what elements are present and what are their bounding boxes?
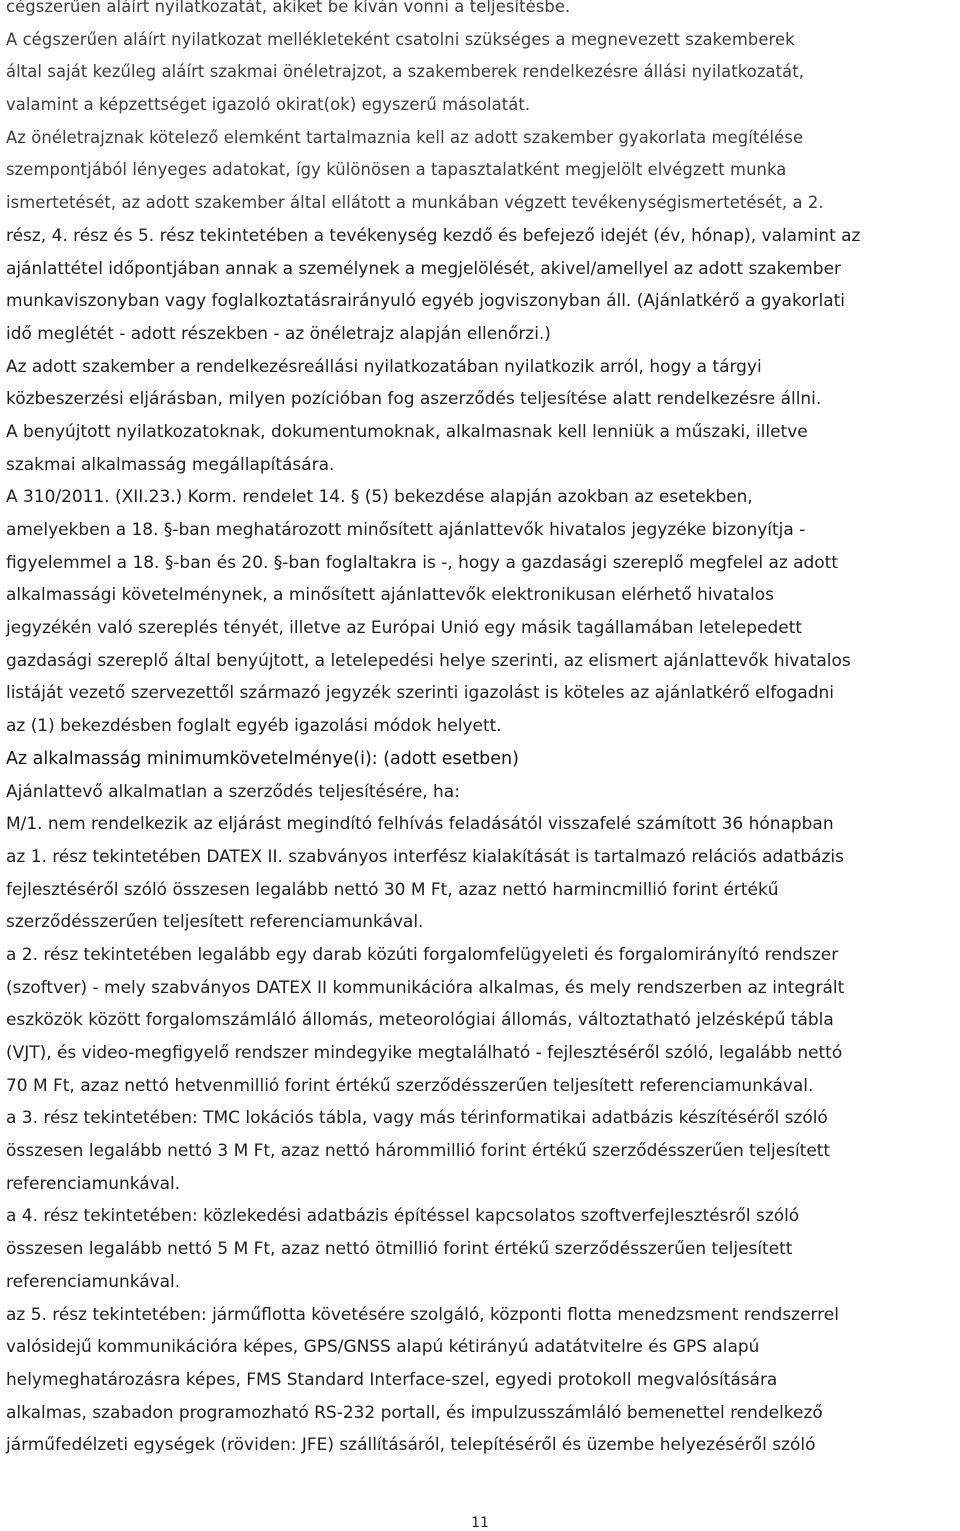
text-line: által saját kezűleg aláírt szakmai önéletrajzot, a szakemberek rendelkezésre állási nyilatkozatát, (6, 62, 805, 82)
text-line: eszközök között forgalomszámláló állomás, meteorológiai állomás, változtatható jelzésképű tábla (6, 1010, 834, 1031)
text-line: figyelemmel a 18. §-ban és 20. §-ban foglaltakra is -, hogy a gazdasági szereplő megfelel az adott (6, 552, 838, 573)
text-line: valamint a képzettséget igazoló okirat(ok) egyszerű másolatát. (6, 95, 531, 115)
document-page (6, 0, 956, 1462)
text-line: valósidejű kommunikációra képes, GPS/GNSS alapú kétirányú adatátvitelre és GPS alapú (6, 1337, 760, 1358)
text-line: Az adott szakember a rendelkezésreállási nyilatkozatában nyilatkozik arról, hogy a tárgyi (6, 356, 762, 377)
text-line: járműfedélzeti egységek (röviden: JFE) szállításáról, telepítéséről és üzembe helyezéséről szóló (6, 1435, 816, 1456)
text-line: rész, 4. rész és 5. rész tekintetében a tevékenység kezdő és befejező idejét (év, hónap), valamint az (6, 225, 861, 246)
text-line: ajánlattétel időpontjában annak a személynek a megjelölését, akivel/amellyel az adott szakember (6, 258, 841, 279)
text-line: munkaviszonyban vagy foglalkoztatásrairányuló egyéb jogviszonyban áll. (Ajánlatkérő a gyakorlati (6, 291, 845, 312)
text-line: az 1. rész tekintetében DATEX II. szabványos interfész kialakítását is tartalmazó relációs adatbázis (6, 846, 844, 867)
text-line: helymeghatározásra képes, FMS Standard Interface-szel, egyedi protokoll megvalósítására (6, 1369, 778, 1390)
text-line: alkalmas, szabadon programozható RS-232 portall, és impulzusszámláló bemenettel rendelkező (6, 1402, 823, 1423)
text-line: Az önéletrajznak kötelező elemként tartalmaznia kell az adott szakember gyakorlata megítélése (6, 127, 804, 147)
text-line: a 4. rész tekintetében: közlekedési adatbázis építéssel kapcsolatos szoftverfejlesztésről szóló (6, 1206, 800, 1227)
text-line: (szoftver) - mely szabványos DATEX II kommunikációra alkalmas, és mely rendszerben az integrált (6, 977, 845, 998)
text-line: amelyekben a 18. §-ban meghatározott minősített ajánlattevők hivatalos jegyzéke bizonyítja - (6, 520, 806, 540)
text-line: idő meglétét - adott részekben - az önéletrajz alapján ellenőrzi.) (6, 323, 551, 344)
text-line: a 2. rész tekintetében legalább egy darab közúti forgalomfelügyeleti és forgalomirányító rendszer (6, 944, 839, 965)
text-line: referenciamunkával. (6, 1271, 181, 1292)
text-line: ismertetését, az adott szakember által ellátott a munkában végzett tevékenységismertetését, a 2. (6, 193, 824, 213)
text-line: A 310/2011. (XII.23.) Korm. rendelet 14. § (5) bekezdése alapján azokban az esetekben, (6, 487, 753, 508)
text-line: az (1) bekezdésben foglalt egyéb igazolási módok helyett. (6, 716, 502, 737)
section-heading: Az alkalmasság minimumkövetelménye(i): (adott esetben) (6, 748, 519, 769)
text-line: M/1. nem rendelkezik az eljárást megindító felhívás feladásától visszafelé számított 36 hónapban (6, 814, 834, 835)
text-line: közbeszerzési eljárásban, milyen pozícióban fog aszerződés teljesítése alatt rendelkezésre állni. (6, 389, 822, 410)
text-line: gazdasági szereplő által benyújtott, a letelepedési helye szerinti, az elismert ajánlattevők hivatalos (6, 650, 851, 671)
text-line: a 3. rész tekintetében: TMC lokációs tábla, vagy más térinformatikai adatbázis készítéséről szóló (6, 1108, 828, 1129)
text-line: cégszerűen aláírt nyilatkozatát, akiket be kíván vonni a teljesítésbe. (6, 0, 571, 16)
text-line: alkalmassági követelménynek, a minősített ajánlattevők elektronikusan elérhető hivatalos (6, 585, 774, 606)
text-line: A cégszerűen aláírt nyilatkozat mellékleteként csatolni szükséges a megnevezett szakemberek (6, 29, 795, 49)
text-line: szerződésszerűen teljesített referenciamunkával. (6, 912, 424, 933)
text-line: 70 M Ft, azaz nettó hetvenmillió forint értékű szerződésszerűen teljesített referenciamunkával. (6, 1075, 814, 1096)
text-line: szakmai alkalmasság megállapítására. (6, 454, 335, 475)
text-line: A benyújtott nyilatkozatoknak, dokumentumoknak, alkalmasnak kell lenniük a műszaki, illetve (6, 421, 808, 442)
text-line: az 5. rész tekintetében: járműflotta követésére szolgáló, központi flotta menedzsment rendszerrel (6, 1304, 839, 1325)
text-line: (VJT), és video-megfigyelő rendszer mindegyike megtalálható - fejlesztéséről szóló, legalább nettó (6, 1043, 843, 1063)
text-line: Ajánlattevő alkalmatlan a szerződés teljesítésére, ha: (6, 781, 460, 802)
page-number: 11 (471, 1515, 489, 1531)
text-line: összesen legalább nettó 3 M Ft, azaz nettó hárommillió forint értékű szerződésszerűen teljesített (6, 1141, 831, 1162)
text-line: jegyzékén való szereplés tényét, illetve az Európai Unió egy másik tagállamában letelepedett (6, 618, 802, 639)
text-line: fejlesztéséről szóló összesen legalább nettó 30 M Ft, azaz nettó harmincmillió forint értékű (6, 879, 779, 900)
text-line: referenciamunkával. (6, 1173, 181, 1194)
text-line: szempontjából lényeges adatokat, így különösen a tapasztalatként megjelölt elvégzett munka (6, 160, 787, 180)
text-line: listáját vezető szervezettől származó jegyzék szerinti igazolást is köteles az ajánlatkérő elfogadni (6, 683, 834, 704)
text-line: összesen legalább nettó 5 M Ft, azaz nettó ötmillió forint értékű szerződésszerűen teljesített (6, 1239, 793, 1260)
